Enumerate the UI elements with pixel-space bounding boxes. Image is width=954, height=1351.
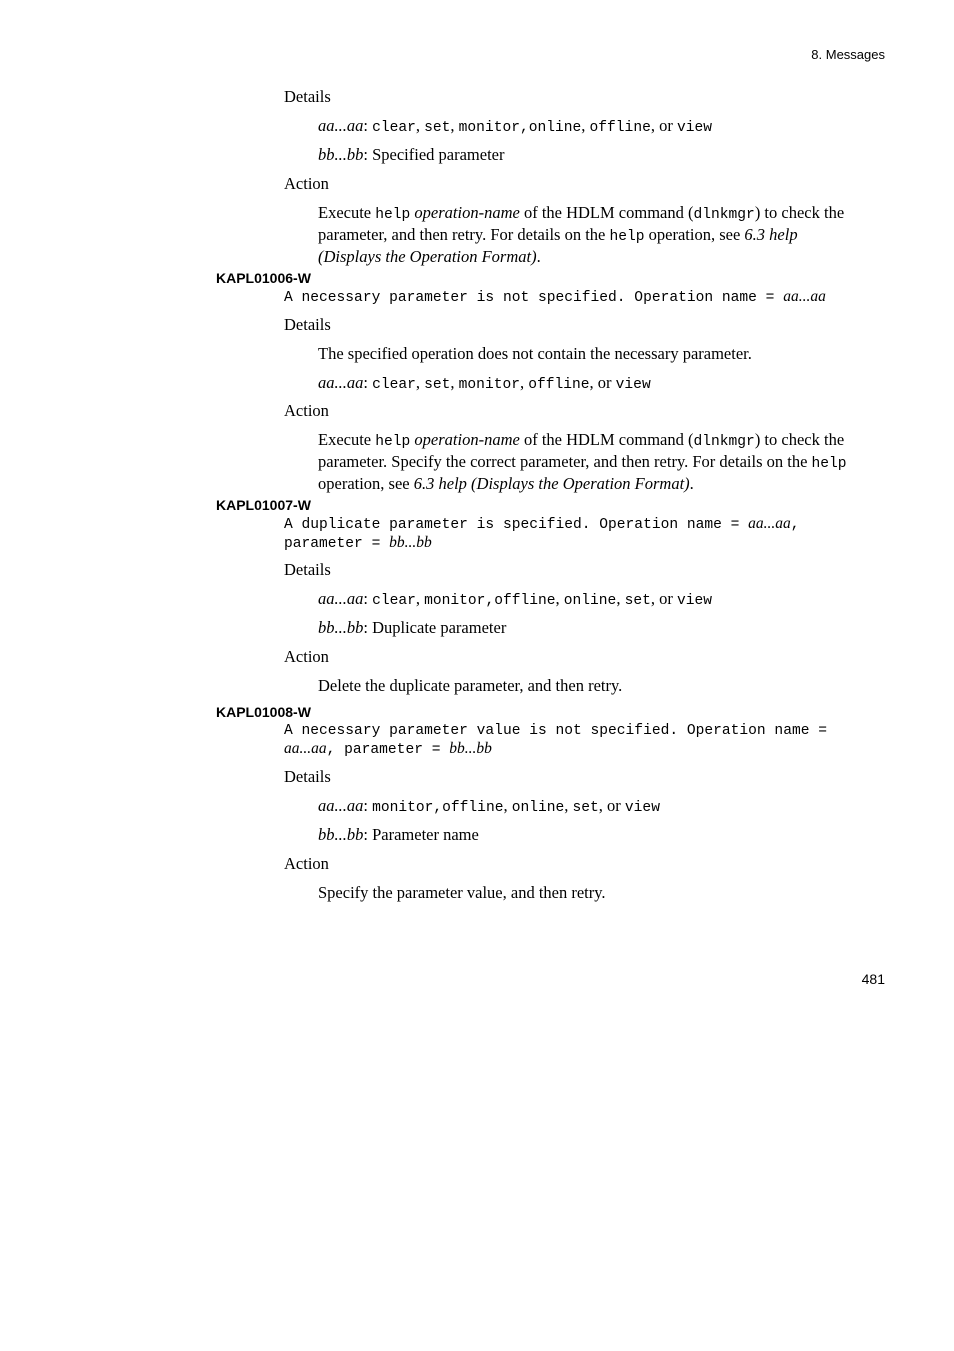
- message-text: A necessary parameter is not specified. Operation name = aa...aa: [284, 288, 826, 306]
- action-text: Specify the parameter value, and then retry.: [318, 883, 606, 902]
- message-id: KAPL01007-W: [216, 497, 311, 513]
- action-label: Action: [284, 647, 329, 666]
- details-label: Details: [284, 560, 331, 579]
- action-text: Execute help operation-name of the HDLM command (dlnkmgr) to check the parameter. Specify the correct parameter, and then retry. For details on the help operation, see 6.3 help (Displays the Operation Format).: [318, 430, 847, 493]
- action-text: Execute help operation-name of the HDLM command (dlnkmgr) to check the parameter, and then retry. For details on the help operation, see 6.3 help (Displays the Operation Format).: [318, 203, 845, 266]
- action-text: Delete the duplicate parameter, and then retry.: [318, 676, 623, 695]
- aa-description: aa...aa: monitor,offline, online, set, or view: [318, 796, 660, 816]
- running-header: 8. Messages: [811, 47, 885, 62]
- action-label: Action: [284, 401, 329, 420]
- aa-description: aa...aa: clear, set, monitor,online, offline, or view: [318, 116, 712, 136]
- aa-description: aa...aa: clear, monitor,offline, online, set, or view: [318, 589, 712, 609]
- details-label: Details: [284, 87, 331, 106]
- bb-description: bb...bb: Parameter name: [318, 825, 479, 844]
- bb-description: bb...bb: Duplicate parameter: [318, 618, 507, 637]
- page-number: 481: [861, 971, 885, 987]
- details-label: Details: [284, 767, 331, 786]
- details-label: Details: [284, 315, 331, 334]
- action-label: Action: [284, 174, 329, 193]
- message-text: A necessary parameter value is not specified. Operation name = aa...aa, parameter = bb...bb: [284, 723, 827, 758]
- action-label: Action: [284, 854, 329, 873]
- bb-description: bb...bb: Specified parameter: [318, 145, 505, 164]
- message-text: A duplicate parameter is specified. Operation name = aa...aa, parameter = bb...bb: [284, 515, 800, 552]
- message-id: KAPL01008-W: [216, 704, 311, 720]
- aa-description: aa...aa: clear, set, monitor, offline, or view: [318, 373, 651, 393]
- message-id: KAPL01006-W: [216, 270, 311, 286]
- detail-text: The specified operation does not contain the necessary parameter.: [318, 344, 752, 363]
